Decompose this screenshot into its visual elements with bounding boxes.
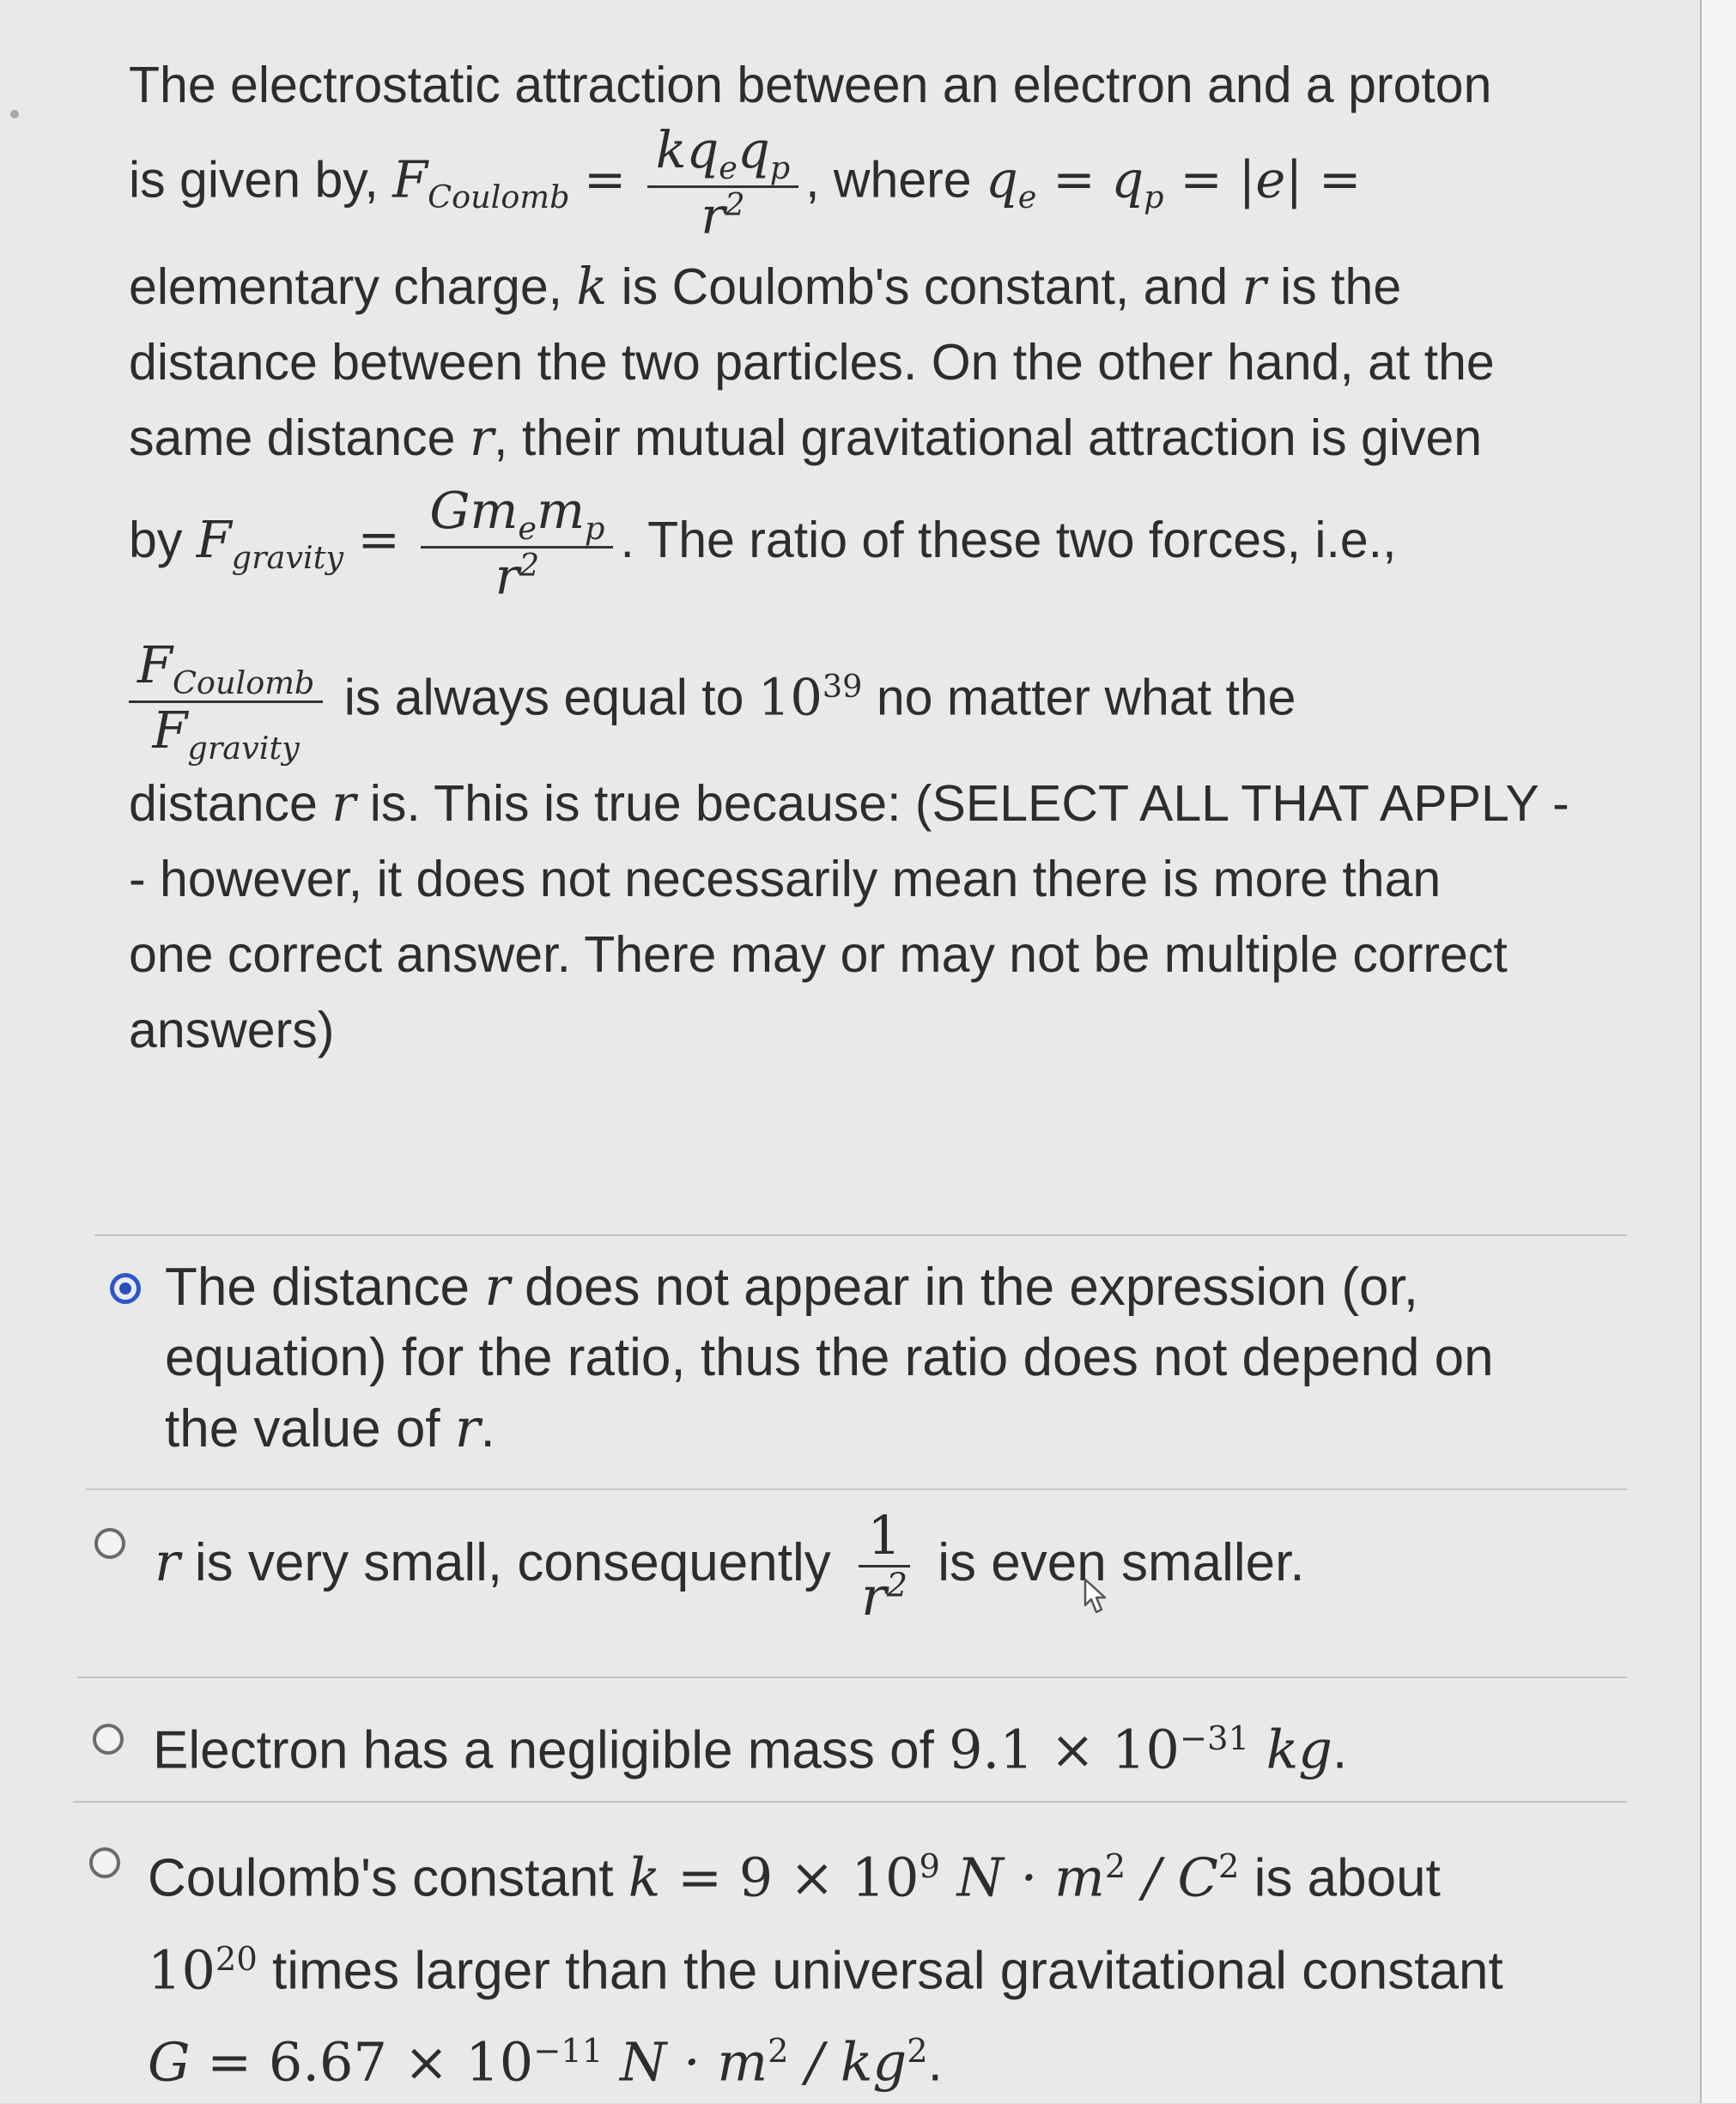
right-margin <box>1702 0 1736 2103</box>
radio-button[interactable] <box>93 1724 124 1755</box>
margin-dot <box>10 110 19 118</box>
gravity-fraction: $\frac{Gm_em_p}{r^2}$ <box>421 483 613 605</box>
divider-top <box>94 1234 1627 1236</box>
question-line-11: answers) <box>129 1001 335 1058</box>
question-line-9: - however, it does not necessarily mean there is more than <box>129 850 1442 907</box>
mouse-pointer-icon <box>1083 1578 1111 1616</box>
option-3-text: Electron has a negligible mass of $9.1 \times 10^{-31}$ kg. <box>153 1718 1348 1781</box>
one-over-r-squared: $\frac{1}{r^2}$ <box>853 1507 916 1626</box>
ratio-fraction: $\frac{F_{Coulomb}}{F_{gravity}}$ <box>129 638 323 766</box>
option-2-text: r is very small, consequently $\frac{1}{r^2}$ is even smaller. <box>155 1503 1305 1628</box>
question-line-6: by $F_{gravity}$ = $\frac{Gm_em_p}{r^2}$ . The ratio of these two forces, i.e., <box>129 480 1397 606</box>
divider-2 <box>77 1677 1627 1678</box>
question-line-4: distance between the two particles. On the other hand, at the <box>129 334 1495 391</box>
option-1-text: The distance r does not appear in the expression (or, equation) for the ratio, thus the ratio does not depend on the value of r. <box>165 1255 1494 1459</box>
divider-1 <box>86 1489 1627 1490</box>
question-line-1: The electrostatic attraction between an electron and a proton <box>129 57 1492 113</box>
coulomb-fraction: $\frac{kq_eq_p}{r^2}$ <box>647 123 798 245</box>
radio-button[interactable] <box>94 1528 125 1559</box>
radio-button[interactable] <box>89 1847 120 1878</box>
option-4-text: Coulomb's constant $k = 9 \times 10^9$ $N \cdot m^2 / C^2$ is about $10^{20}$ times larger than the universal gravitational constant $G = 6.67 \times 10^{-11}$ $N \cdot m^2 / kg^2$. <box>148 1846 1503 2094</box>
question-line-7: $\frac{F_{Coulomb}}{F_{gravity}}$ is always equal to $10^{39}$ no matter what the <box>129 622 1640 766</box>
question-line-3: elementary charge, k is Coulomb's constant, and r is the <box>129 257 1402 317</box>
question-text <box>129 47 1640 1068</box>
question-line-10: one correct answer. There may or may not be multiple correct <box>129 925 1508 983</box>
question-line-8: distance r is. This is true because: (SELECT ALL THAT APPLY - <box>129 773 1569 833</box>
question-line-5: same distance r, their mutual gravitational attraction is given <box>129 408 1483 468</box>
radio-button-selected[interactable] <box>110 1273 141 1304</box>
divider-3 <box>73 1801 1627 1803</box>
question-line-2: is given by, $F_{Coulomb}$ = $\frac{kq_eq_p}{r^2}$ , where $q_e = q_p = |e|$ = <box>129 120 1362 246</box>
